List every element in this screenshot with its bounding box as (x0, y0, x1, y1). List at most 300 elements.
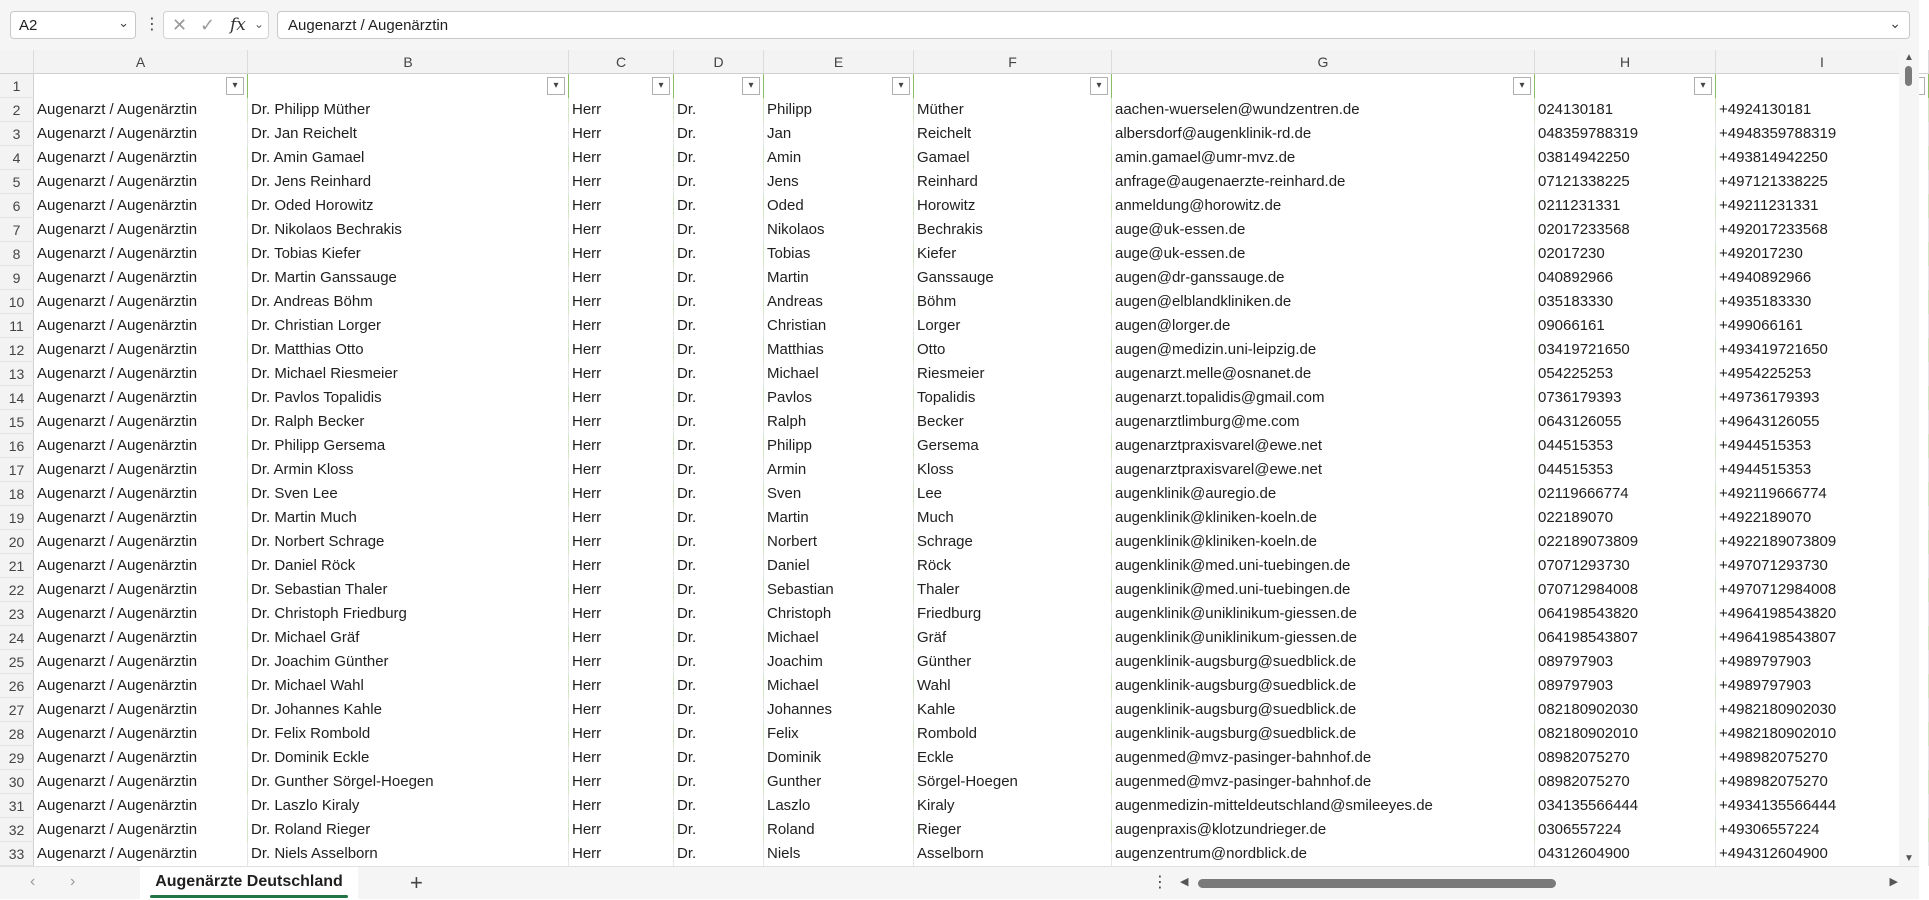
table-cell[interactable]: Herr (569, 626, 674, 650)
row-header[interactable]: 31 (0, 794, 34, 818)
add-sheet-button[interactable]: + (410, 870, 423, 895)
table-cell[interactable]: Dr. Sven Lee (248, 482, 569, 506)
table-cell[interactable]: 064198543820 (1535, 602, 1716, 626)
table-cell[interactable]: Dr. (674, 458, 764, 482)
table-cell[interactable]: Augenarzt / Augenärztin (34, 410, 248, 434)
table-cell[interactable]: auge@uk-essen.de (1112, 242, 1535, 266)
table-cell[interactable]: Gersema (914, 434, 1112, 458)
table-cell[interactable]: +499066161 (1716, 314, 1929, 338)
column-header-i[interactable]: I (1716, 50, 1929, 74)
table-cell[interactable]: Daniel (764, 554, 914, 578)
table-cell[interactable]: Herr (569, 698, 674, 722)
table-cell[interactable]: Dr. (674, 578, 764, 602)
table-cell[interactable]: augenzentrum@nordblick.de (1112, 842, 1535, 866)
table-cell[interactable]: Augenarzt / Augenärztin (34, 578, 248, 602)
filter-dropdown-icon[interactable]: ▾ (1090, 77, 1108, 95)
table-cell[interactable]: Dr. (674, 266, 764, 290)
table-cell[interactable]: Dr. Tobias Kiefer (248, 242, 569, 266)
table-cell[interactable]: Augenarzt / Augenärztin (34, 746, 248, 770)
check-icon[interactable]: ✓ (200, 15, 216, 35)
table-cell[interactable]: Friedburg (914, 602, 1112, 626)
row-header[interactable]: 22 (0, 578, 34, 602)
row-header[interactable]: 29 (0, 746, 34, 770)
row-header[interactable]: 32 (0, 818, 34, 842)
table-cell[interactable]: Dr. Christian Lorger (248, 314, 569, 338)
scroll-up-icon[interactable]: ▲ (1904, 52, 1914, 63)
table-cell[interactable]: Dr. Jan Reichelt (248, 122, 569, 146)
table-cell[interactable]: Laszlo (764, 794, 914, 818)
table-cell[interactable]: augenklinik@uniklinikum-giessen.de (1112, 626, 1535, 650)
table-cell[interactable]: aachen-wuerselen@wundzentren.de (1112, 98, 1535, 122)
table-cell[interactable]: Augenarzt / Augenärztin (34, 842, 248, 866)
table-cell[interactable]: Dr. (674, 434, 764, 458)
table-cell[interactable]: +49211231331 (1716, 194, 1929, 218)
table-cell[interactable]: 04312604900 (1535, 842, 1716, 866)
table-cell[interactable]: Herr (569, 842, 674, 866)
table-cell[interactable]: +4944515353 (1716, 434, 1929, 458)
table-cell[interactable]: 08982075270 (1535, 746, 1716, 770)
table-cell[interactable]: Dr. Felix Rombold (248, 722, 569, 746)
table-cell[interactable]: Augenarzt / Augenärztin (34, 554, 248, 578)
table-cell[interactable]: +4940892966 (1716, 266, 1929, 290)
header-cell[interactable] (674, 74, 764, 98)
table-cell[interactable]: Dr. Christoph Friedburg (248, 602, 569, 626)
chevron-down-icon[interactable]: ⌄ (118, 15, 129, 30)
table-cell[interactable]: +4948359788319 (1716, 122, 1929, 146)
row-header[interactable]: 11 (0, 314, 34, 338)
table-cell[interactable]: +492119666774 (1716, 482, 1929, 506)
table-cell[interactable]: Herr (569, 674, 674, 698)
column-header-f[interactable]: F (914, 50, 1112, 74)
sheet-tab-augenaerzte[interactable] (140, 867, 358, 900)
table-cell[interactable]: Roland (764, 818, 914, 842)
table-cell[interactable]: Otto (914, 338, 1112, 362)
table-cell[interactable]: Dr. Norbert Schrage (248, 530, 569, 554)
column-header-h[interactable]: H (1535, 50, 1716, 74)
filter-dropdown-icon[interactable]: ▾ (547, 77, 565, 95)
table-cell[interactable]: Dr. (674, 482, 764, 506)
horizontal-scrollbar[interactable] (1180, 875, 1898, 891)
table-cell[interactable]: 024130181 (1535, 98, 1716, 122)
scroll-down-icon[interactable]: ▼ (1904, 853, 1914, 864)
table-cell[interactable]: Matthias (764, 338, 914, 362)
table-cell[interactable]: +4934135566444 (1716, 794, 1929, 818)
table-cell[interactable]: Herr (569, 386, 674, 410)
chevron-down-icon[interactable]: ⌄ (254, 17, 265, 31)
name-box[interactable] (10, 11, 136, 39)
row-header[interactable]: 12 (0, 338, 34, 362)
table-cell[interactable]: Dr. (674, 650, 764, 674)
table-cell[interactable]: Sebastian (764, 578, 914, 602)
table-cell[interactable]: Herr (569, 362, 674, 386)
table-cell[interactable]: Bechrakis (914, 218, 1112, 242)
table-cell[interactable]: Herr (569, 482, 674, 506)
table-cell[interactable]: Herr (569, 266, 674, 290)
table-cell[interactable]: Becker (914, 410, 1112, 434)
table-cell[interactable]: augenarztlimburg@me.com (1112, 410, 1535, 434)
row-header[interactable]: 27 (0, 698, 34, 722)
table-cell[interactable]: Dr. Gunther Sörgel-Hoegen (248, 770, 569, 794)
table-cell[interactable]: Dr. Niels Asselborn (248, 842, 569, 866)
table-cell[interactable]: Reinhard (914, 170, 1112, 194)
table-cell[interactable]: +494312604900 (1716, 842, 1929, 866)
table-cell[interactable]: Nikolaos (764, 218, 914, 242)
table-cell[interactable]: Augenarzt / Augenärztin (34, 602, 248, 626)
table-cell[interactable]: augen@lorger.de (1112, 314, 1535, 338)
table-cell[interactable]: augenklinik@kliniken-koeln.de (1112, 530, 1535, 554)
table-cell[interactable]: Oded (764, 194, 914, 218)
table-cell[interactable]: Rombold (914, 722, 1112, 746)
table-cell[interactable]: augenmed@mvz-pasinger-bahnhof.de (1112, 746, 1535, 770)
table-cell[interactable]: Müther (914, 98, 1112, 122)
scroll-left-icon[interactable]: ◀ (1180, 876, 1189, 888)
table-cell[interactable]: Augenarzt / Augenärztin (34, 530, 248, 554)
table-cell[interactable]: Dr. (674, 242, 764, 266)
table-cell[interactable]: Riesmeier (914, 362, 1112, 386)
table-cell[interactable]: 089797903 (1535, 650, 1716, 674)
table-cell[interactable]: Herr (569, 506, 674, 530)
filter-dropdown-icon[interactable]: ▾ (652, 77, 670, 95)
table-cell[interactable]: Kloss (914, 458, 1112, 482)
table-cell[interactable]: Herr (569, 434, 674, 458)
table-cell[interactable]: +498982075270 (1716, 746, 1929, 770)
table-cell[interactable]: Augenarzt / Augenärztin (34, 722, 248, 746)
function-icon[interactable]: fx (230, 15, 246, 35)
more-options-icon[interactable]: ⋮ (1152, 874, 1168, 891)
previous-sheet-icon[interactable]: ‹ (30, 873, 36, 890)
table-cell[interactable]: Dr. (674, 290, 764, 314)
table-cell[interactable]: Rieger (914, 818, 1112, 842)
table-cell[interactable]: albersdorf@augenklinik-rd.de (1112, 122, 1535, 146)
table-cell[interactable]: augenklinik-augsburg@suedblick.de (1112, 722, 1535, 746)
table-cell[interactable]: +4970712984008 (1716, 578, 1929, 602)
table-cell[interactable]: augenklinik@kliniken-koeln.de (1112, 506, 1535, 530)
table-cell[interactable]: Augenarzt / Augenärztin (34, 362, 248, 386)
row-header[interactable]: 9 (0, 266, 34, 290)
table-cell[interactable]: +4935183330 (1716, 290, 1929, 314)
table-cell[interactable]: Dr. (674, 626, 764, 650)
table-cell[interactable]: Kiefer (914, 242, 1112, 266)
row-header[interactable]: 24 (0, 626, 34, 650)
table-cell[interactable]: Herr (569, 602, 674, 626)
table-cell[interactable]: Gunther (764, 770, 914, 794)
table-cell[interactable]: 0211231331 (1535, 194, 1716, 218)
table-cell[interactable]: 040892966 (1535, 266, 1716, 290)
table-cell[interactable]: +4989797903 (1716, 674, 1929, 698)
expand-formula-icon[interactable]: ⌄ (1889, 15, 1901, 31)
header-cell[interactable] (1535, 74, 1716, 98)
table-cell[interactable]: Herr (569, 818, 674, 842)
column-header-c[interactable]: C (569, 50, 674, 74)
table-cell[interactable]: Herr (569, 146, 674, 170)
table-cell[interactable]: Herr (569, 290, 674, 314)
table-cell[interactable]: Dr. (674, 722, 764, 746)
table-cell[interactable]: +49306557224 (1716, 818, 1929, 842)
row-header[interactable]: 25 (0, 650, 34, 674)
table-cell[interactable]: 08982075270 (1535, 770, 1716, 794)
table-cell[interactable]: Augenarzt / Augenärztin (34, 338, 248, 362)
row-header[interactable]: 5 (0, 170, 34, 194)
table-cell[interactable]: Augenarzt / Augenärztin (34, 506, 248, 530)
table-cell[interactable]: Herr (569, 194, 674, 218)
table-cell[interactable]: Dr. Daniel Röck (248, 554, 569, 578)
table-cell[interactable]: augen@medizin.uni-leipzig.de (1112, 338, 1535, 362)
scroll-right-icon[interactable]: ▶ (1889, 876, 1898, 888)
table-cell[interactable]: augenpraxis@klotzundrieger.de (1112, 818, 1535, 842)
table-cell[interactable]: +492017230 (1716, 242, 1929, 266)
table-cell[interactable]: Dr. (674, 770, 764, 794)
table-cell[interactable]: Martin (764, 266, 914, 290)
table-cell[interactable]: Dr. (674, 362, 764, 386)
row-header[interactable]: 4 (0, 146, 34, 170)
table-cell[interactable]: 07121338225 (1535, 170, 1716, 194)
table-cell[interactable]: Philipp (764, 98, 914, 122)
table-cell[interactable]: augenklinik-augsburg@suedblick.de (1112, 674, 1535, 698)
table-cell[interactable]: Dr. (674, 818, 764, 842)
table-cell[interactable]: Herr (569, 218, 674, 242)
table-cell[interactable]: +4964198543820 (1716, 602, 1929, 626)
table-cell[interactable]: Augenarzt / Augenärztin (34, 266, 248, 290)
table-cell[interactable]: amin.gamael@umr-mvz.de (1112, 146, 1535, 170)
table-cell[interactable]: Dr. Philipp Gersema (248, 434, 569, 458)
table-cell[interactable]: augenklinik@med.uni-tuebingen.de (1112, 578, 1535, 602)
table-cell[interactable]: Gamael (914, 146, 1112, 170)
column-header-e[interactable]: E (764, 50, 914, 74)
table-cell[interactable]: +49643126055 (1716, 410, 1929, 434)
table-cell[interactable]: Dr. (674, 410, 764, 434)
table-cell[interactable]: 035183330 (1535, 290, 1716, 314)
formula-input[interactable] (277, 11, 1910, 39)
table-cell[interactable]: Augenarzt / Augenärztin (34, 482, 248, 506)
table-cell[interactable]: Michael (764, 674, 914, 698)
row-header[interactable]: 21 (0, 554, 34, 578)
table-cell[interactable]: 082180902030 (1535, 698, 1716, 722)
table-cell[interactable]: augenmedizin-mitteldeutschland@smileeyes.de (1112, 794, 1535, 818)
table-cell[interactable]: Jens (764, 170, 914, 194)
table-cell[interactable]: Much (914, 506, 1112, 530)
table-cell[interactable]: 048359788319 (1535, 122, 1716, 146)
table-cell[interactable]: 02017233568 (1535, 218, 1716, 242)
table-cell[interactable]: Augenarzt / Augenärztin (34, 770, 248, 794)
table-cell[interactable]: augenarzt.topalidis@gmail.com (1112, 386, 1535, 410)
table-cell[interactable]: Herr (569, 650, 674, 674)
table-cell[interactable]: Dr. (674, 386, 764, 410)
table-cell[interactable]: Augenarzt / Augenärztin (34, 650, 248, 674)
row-header[interactable]: 15 (0, 410, 34, 434)
table-cell[interactable]: Dr. Michael Riesmeier (248, 362, 569, 386)
table-cell[interactable]: Augenarzt / Augenärztin (34, 122, 248, 146)
table-cell[interactable]: Dr. (674, 146, 764, 170)
row-header[interactable]: 28 (0, 722, 34, 746)
table-cell[interactable]: 044515353 (1535, 458, 1716, 482)
select-all-corner[interactable] (0, 50, 34, 74)
table-cell[interactable]: Herr (569, 410, 674, 434)
table-cell[interactable]: Günther (914, 650, 1112, 674)
table-cell[interactable]: Dr. Philipp Müther (248, 98, 569, 122)
table-cell[interactable]: Dr. (674, 530, 764, 554)
table-cell[interactable]: +4922189073809 (1716, 530, 1929, 554)
table-cell[interactable]: augenklinik-augsburg@suedblick.de (1112, 650, 1535, 674)
table-cell[interactable]: Dr. Sebastian Thaler (248, 578, 569, 602)
table-cell[interactable]: Dr. (674, 842, 764, 866)
table-cell[interactable]: Herr (569, 242, 674, 266)
table-cell[interactable]: +4982180902030 (1716, 698, 1929, 722)
table-cell[interactable]: Herr (569, 122, 674, 146)
table-cell[interactable]: augenarzt.melle@osnanet.de (1112, 362, 1535, 386)
table-cell[interactable]: 022189073809 (1535, 530, 1716, 554)
table-cell[interactable]: Kiraly (914, 794, 1112, 818)
table-cell[interactable]: Kahle (914, 698, 1112, 722)
header-cell[interactable] (764, 74, 914, 98)
table-cell[interactable]: Schrage (914, 530, 1112, 554)
table-cell[interactable]: Herr (569, 746, 674, 770)
table-cell[interactable]: Michael (764, 626, 914, 650)
table-cell[interactable]: Dr. (674, 794, 764, 818)
row-header[interactable]: 14 (0, 386, 34, 410)
table-cell[interactable]: Augenarzt / Augenärztin (34, 218, 248, 242)
table-cell[interactable]: Dr. Andreas Böhm (248, 290, 569, 314)
table-cell[interactable]: augenmed@mvz-pasinger-bahnhof.de (1112, 770, 1535, 794)
table-cell[interactable]: Dr. Joachim Günther (248, 650, 569, 674)
table-cell[interactable]: Augenarzt / Augenärztin (34, 98, 248, 122)
row-header[interactable]: 10 (0, 290, 34, 314)
table-cell[interactable]: Augenarzt / Augenärztin (34, 674, 248, 698)
table-cell[interactable]: Philipp (764, 434, 914, 458)
vertical-scroll-thumb[interactable] (1905, 66, 1912, 86)
table-cell[interactable]: +497071293730 (1716, 554, 1929, 578)
filter-dropdown-icon[interactable]: ▾ (892, 77, 910, 95)
table-cell[interactable]: 089797903 (1535, 674, 1716, 698)
table-cell[interactable]: Augenarzt / Augenärztin (34, 242, 248, 266)
table-cell[interactable]: Jan (764, 122, 914, 146)
table-cell[interactable]: +4964198543807 (1716, 626, 1929, 650)
table-cell[interactable]: 064198543807 (1535, 626, 1716, 650)
row-header[interactable]: 8 (0, 242, 34, 266)
row-header[interactable]: 2 (0, 98, 34, 122)
table-cell[interactable]: 054225253 (1535, 362, 1716, 386)
table-cell[interactable]: Herr (569, 794, 674, 818)
table-cell[interactable]: Asselborn (914, 842, 1112, 866)
table-cell[interactable]: 03419721650 (1535, 338, 1716, 362)
table-cell[interactable]: augenarztpraxisvarel@ewe.net (1112, 458, 1535, 482)
table-cell[interactable]: Dr. Jens Reinhard (248, 170, 569, 194)
table-cell[interactable]: Dr. Johannes Kahle (248, 698, 569, 722)
table-cell[interactable]: Dominik (764, 746, 914, 770)
filter-dropdown-icon[interactable]: ▾ (1694, 77, 1712, 95)
table-cell[interactable]: Amin (764, 146, 914, 170)
table-cell[interactable]: Herr (569, 530, 674, 554)
table-cell[interactable]: Dr. (674, 194, 764, 218)
table-cell[interactable]: Dr. Michael Wahl (248, 674, 569, 698)
table-cell[interactable]: Dr. Martin Much (248, 506, 569, 530)
table-cell[interactable]: 044515353 (1535, 434, 1716, 458)
table-cell[interactable]: Ganssauge (914, 266, 1112, 290)
table-cell[interactable]: Thaler (914, 578, 1112, 602)
table-cell[interactable]: augenarztpraxisvarel@ewe.net (1112, 434, 1535, 458)
row-header[interactable]: 18 (0, 482, 34, 506)
table-cell[interactable]: 0306557224 (1535, 818, 1716, 842)
table-cell[interactable]: Tobias (764, 242, 914, 266)
close-icon[interactable]: ✕ (172, 15, 188, 35)
table-cell[interactable]: +493814942250 (1716, 146, 1929, 170)
table-cell[interactable]: 034135566444 (1535, 794, 1716, 818)
table-cell[interactable]: Herr (569, 458, 674, 482)
next-sheet-icon[interactable]: › (70, 873, 76, 890)
table-cell[interactable]: 07071293730 (1535, 554, 1716, 578)
table-cell[interactable]: +49736179393 (1716, 386, 1929, 410)
column-header-b[interactable]: B (248, 50, 569, 74)
table-cell[interactable]: Augenarzt / Augenärztin (34, 146, 248, 170)
table-cell[interactable]: Andreas (764, 290, 914, 314)
table-cell[interactable]: augenklinik@uniklinikum-giessen.de (1112, 602, 1535, 626)
table-cell[interactable]: Dr. Oded Horowitz (248, 194, 569, 218)
table-cell[interactable]: Augenarzt / Augenärztin (34, 794, 248, 818)
table-cell[interactable]: Pavlos (764, 386, 914, 410)
table-cell[interactable]: Dr. Martin Ganssauge (248, 266, 569, 290)
table-cell[interactable]: +4944515353 (1716, 458, 1929, 482)
table-cell[interactable]: Herr (569, 770, 674, 794)
table-cell[interactable]: Gräf (914, 626, 1112, 650)
table-cell[interactable]: +4924130181 (1716, 98, 1929, 122)
table-cell[interactable]: Norbert (764, 530, 914, 554)
row-header[interactable]: 6 (0, 194, 34, 218)
table-cell[interactable]: Herr (569, 554, 674, 578)
table-cell[interactable]: Dr. (674, 170, 764, 194)
table-cell[interactable]: Augenarzt / Augenärztin (34, 314, 248, 338)
table-cell[interactable]: Dr. (674, 314, 764, 338)
table-cell[interactable]: Augenarzt / Augenärztin (34, 626, 248, 650)
table-cell[interactable]: Dr. Nikolaos Bechrakis (248, 218, 569, 242)
row-header[interactable]: 33 (0, 842, 34, 866)
table-cell[interactable]: +492017233568 (1716, 218, 1929, 242)
table-cell[interactable]: Martin (764, 506, 914, 530)
table-cell[interactable]: Dr. Matthias Otto (248, 338, 569, 362)
table-cell[interactable]: Herr (569, 314, 674, 338)
table-cell[interactable]: augenklinik@med.uni-tuebingen.de (1112, 554, 1535, 578)
table-cell[interactable]: Christoph (764, 602, 914, 626)
table-cell[interactable]: 082180902010 (1535, 722, 1716, 746)
table-cell[interactable]: Dr. (674, 602, 764, 626)
table-cell[interactable]: 070712984008 (1535, 578, 1716, 602)
more-options-icon[interactable]: ⋮ (144, 16, 160, 33)
table-cell[interactable]: augenklinik-augsburg@suedblick.de (1112, 698, 1535, 722)
table-cell[interactable]: +497121338225 (1716, 170, 1929, 194)
table-cell[interactable]: Dr. Roland Rieger (248, 818, 569, 842)
table-cell[interactable]: 02119666774 (1535, 482, 1716, 506)
table-cell[interactable]: Augenarzt / Augenärztin (34, 818, 248, 842)
table-cell[interactable]: 0736179393 (1535, 386, 1716, 410)
table-cell[interactable]: Augenarzt / Augenärztin (34, 170, 248, 194)
row-header[interactable]: 7 (0, 218, 34, 242)
table-cell[interactable]: Niels (764, 842, 914, 866)
table-cell[interactable]: Eckle (914, 746, 1112, 770)
table-cell[interactable]: Herr (569, 338, 674, 362)
table-cell[interactable]: Dr. (674, 98, 764, 122)
table-cell[interactable]: Dr. Ralph Becker (248, 410, 569, 434)
table-cell[interactable]: Dr. (674, 746, 764, 770)
table-cell[interactable]: Böhm (914, 290, 1112, 314)
table-cell[interactable]: Armin (764, 458, 914, 482)
column-header-a[interactable]: A (34, 50, 248, 74)
table-cell[interactable]: Horowitz (914, 194, 1112, 218)
table-cell[interactable]: 03814942250 (1535, 146, 1716, 170)
table-cell[interactable]: Wahl (914, 674, 1112, 698)
table-cell[interactable]: Lee (914, 482, 1112, 506)
header-cell[interactable] (1716, 74, 1929, 98)
table-cell[interactable]: +498982075270 (1716, 770, 1929, 794)
header-cell[interactable] (248, 74, 569, 98)
table-cell[interactable]: Lorger (914, 314, 1112, 338)
